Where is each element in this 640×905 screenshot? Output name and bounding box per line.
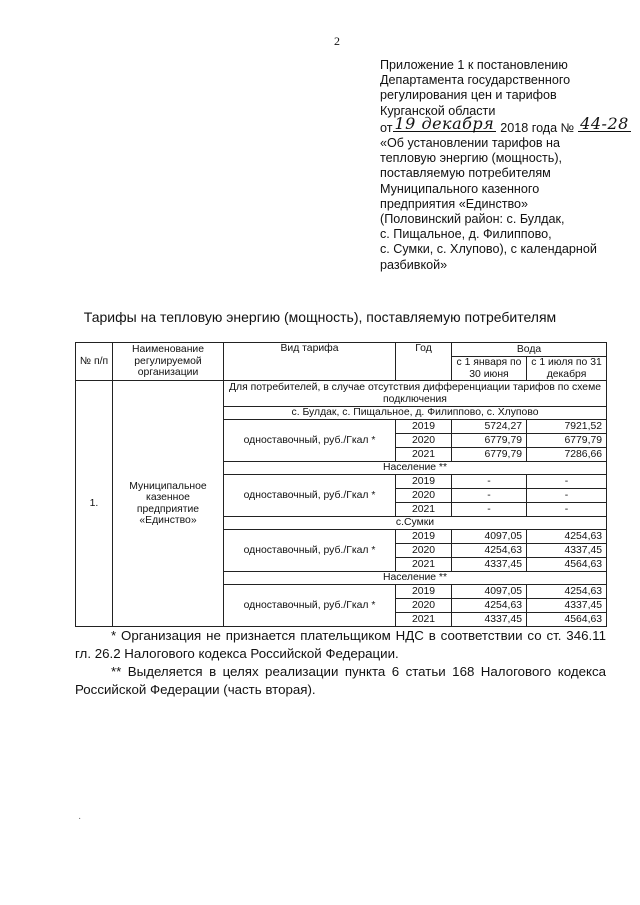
tariff-type: одноставочный, руб./Гкал *: [224, 530, 396, 572]
year-cell: 2021: [396, 503, 452, 517]
section-title: Население **: [224, 462, 607, 475]
tariff-type: одноставочный, руб./Гкал *: [224, 475, 396, 517]
footnote-vat: * Организация не признается плательщиком НДС в соответствии со ст. 346.11 гл. 26.2 Налогового кодекса Российской Федерации.: [75, 628, 606, 661]
value-period-1: 4337,45: [452, 558, 527, 572]
handwritten-date: 19 декабря: [394, 113, 495, 133]
appendix-line: регулирования цен и тарифов: [380, 88, 557, 103]
header-num: № п/п: [76, 343, 113, 381]
year-cell: 2019: [396, 420, 452, 434]
appendix-line: «Об установлении тарифов на: [380, 136, 561, 151]
value-period-2: -: [527, 489, 607, 503]
appendix-line: Курганской области: [380, 103, 496, 118]
year-cell: 2020: [396, 544, 452, 558]
appendix-line: предприятия «Единство»: [380, 196, 529, 211]
year-cell: 2020: [396, 434, 452, 448]
value-period-1: -: [452, 475, 527, 489]
section-title: с.Сумки: [224, 517, 607, 530]
appendix-line: Муниципального казенного: [380, 181, 540, 196]
value-period-1: 4097,05: [452, 585, 527, 599]
appendix-line: Приложение 1 к постановлению: [380, 58, 568, 72]
year-cell: 2021: [396, 613, 452, 627]
year-text: 2018 года №: [500, 120, 575, 135]
date-prefix: от: [380, 120, 393, 135]
organization-name: Муниципальное казенное предприятие «Единство»: [113, 381, 224, 627]
appendix-line: поставляемую потребителям: [380, 166, 551, 181]
scan-mark: ·: [78, 813, 82, 824]
value-period-1: -: [452, 503, 527, 517]
appendix-line: Департамента государственного: [380, 73, 571, 88]
section-title: с. Булдак, с. Пищальное, д. Филиппово, с. Хлупово: [224, 407, 607, 420]
tariff-table: [75, 342, 607, 627]
value-period-1: -: [452, 489, 527, 503]
appendix-line: тепловую энергию (мощность),: [380, 151, 563, 166]
appendix-line: разбивкой»: [380, 257, 448, 272]
header-year: Год: [396, 343, 452, 381]
value-period-2: -: [527, 503, 607, 517]
appendix-line: (Половинский район: с. Булдак,: [380, 212, 565, 227]
value-period-2: 4564,63: [527, 558, 607, 572]
value-period-1: 5724,27: [452, 420, 527, 434]
value-period-2: 6779,79: [527, 434, 607, 448]
year-cell: 2019: [396, 585, 452, 599]
section-title: Население **: [224, 572, 607, 585]
year-cell: 2020: [396, 599, 452, 613]
appendix-line: с. Сумки, с. Хлупово), с календарной: [380, 242, 597, 257]
appendix-line: с. Пищальное, д. Филиппово,: [380, 227, 552, 242]
value-period-1: 6779,79: [452, 448, 527, 462]
header-org: Наименование регулируемой организации: [113, 343, 224, 381]
value-period-1: 4254,63: [452, 599, 527, 613]
value-period-2: 7286,66: [527, 448, 607, 462]
handwritten-number: 44-28: [580, 113, 629, 133]
year-cell: 2021: [396, 448, 452, 462]
table-title: Тарифы на тепловую энергию (мощность), поставляемую потребителям: [83, 309, 557, 325]
year-cell: 2021: [396, 558, 452, 572]
value-period-2: -: [527, 475, 607, 489]
footnote-population: ** Выделяется в целях реализации пункта 6 статьи 168 Налогового кодекса Российской Федерации (часть вторая).: [75, 664, 606, 697]
value-period-2: 4337,45: [527, 599, 607, 613]
value-period-2: 4254,63: [527, 585, 607, 599]
tariff-type: одноставочный, руб./Гкал *: [224, 420, 396, 462]
row-number: 1.: [76, 381, 113, 627]
value-period-1: 4337,45: [452, 613, 527, 627]
tariff-type: одноставочный, руб./Гкал *: [224, 585, 396, 627]
header-period-1: с 1 января по 30 июня: [452, 357, 527, 381]
appendix-date-line: [380, 113, 630, 136]
value-period-1: 4254,63: [452, 544, 527, 558]
header-water: Вода: [452, 343, 607, 357]
appendix-header: [380, 58, 630, 273]
header-period-2: с 1 июля по 31 декабря: [527, 357, 607, 381]
year-cell: 2019: [396, 530, 452, 544]
value-period-2: 4564,63: [527, 613, 607, 627]
page-number: 2: [334, 34, 340, 48]
value-period-2: 7921,52: [527, 420, 607, 434]
value-period-2: 4254,63: [527, 530, 607, 544]
header-tariff-type: Вид тарифа: [224, 343, 396, 381]
value-period-1: 6779,79: [452, 434, 527, 448]
value-period-2: 4337,45: [527, 544, 607, 558]
year-cell: 2020: [396, 489, 452, 503]
value-period-1: 4097,05: [452, 530, 527, 544]
footnotes: [75, 627, 606, 699]
year-cell: 2019: [396, 475, 452, 489]
consumers-note: Для потребителей, в случае отсутствия дифференциации тарифов по схеме подключения: [224, 381, 607, 407]
